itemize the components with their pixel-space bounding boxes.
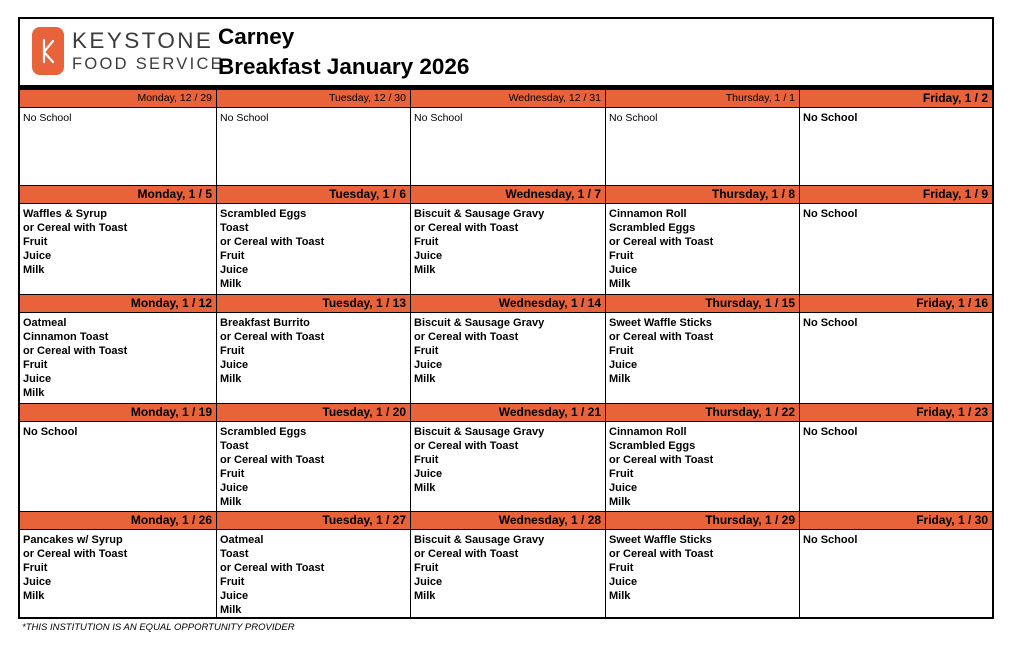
menu-item: Fruit — [23, 236, 48, 248]
menu-item: Toast — [220, 222, 249, 234]
day-cell-monday — [20, 404, 216, 511]
menu-item: Fruit — [609, 250, 634, 262]
day-menu — [411, 204, 605, 277]
menu-item: Fruit — [23, 359, 48, 371]
week-row — [20, 185, 992, 294]
menu-calendar — [20, 90, 992, 617]
keystone-logo-icon — [32, 27, 64, 75]
menu-item: Milk — [609, 590, 631, 602]
day-header: Wednesday, 12 / 31 — [411, 90, 605, 108]
day-menu — [20, 108, 216, 125]
menu-item: Juice — [220, 590, 249, 602]
menu-sheet — [18, 17, 994, 619]
day-header: Tuesday, 1 / 20 — [217, 404, 410, 422]
menu-item: Milk — [220, 604, 242, 616]
menu-item: Fruit — [220, 345, 245, 357]
menu-item: Milk — [609, 373, 631, 385]
menu-item: Sweet Waffle Sticks — [609, 534, 712, 546]
day-menu — [800, 422, 992, 439]
day-cell-friday — [799, 295, 992, 403]
footer-note: *THIS INSTITUTION IS AN EQUAL OPPORTUNITY PROVIDER — [22, 622, 295, 633]
day-menu — [20, 530, 216, 603]
day-menu — [411, 530, 605, 603]
menu-item: Juice — [609, 359, 638, 371]
day-cell-friday — [799, 404, 992, 511]
menu-item: No School — [803, 208, 858, 220]
day-header: Thursday, 1 / 8 — [606, 186, 799, 204]
menu-item: Biscuit & Sausage Gravy — [414, 534, 545, 546]
menu-item: Scrambled Eggs — [220, 208, 307, 220]
menu-item: or Cereal with Toast — [414, 222, 519, 234]
menu-item: Fruit — [609, 345, 634, 357]
day-menu — [217, 422, 410, 509]
menu-item: Milk — [414, 373, 436, 385]
menu-item: No School — [414, 112, 463, 124]
menu-item: Milk — [23, 264, 45, 276]
day-header: Thursday, 1 / 15 — [606, 295, 799, 313]
menu-item: Cinnamon Roll — [609, 426, 687, 438]
day-cell-monday — [20, 90, 216, 185]
day-menu — [217, 204, 410, 291]
day-menu — [20, 204, 216, 277]
school-name: Carney — [218, 24, 295, 49]
day-header: Monday, 1 / 19 — [20, 404, 216, 422]
day-cell-wednesday — [410, 295, 605, 403]
menu-item: Milk — [414, 590, 436, 602]
menu-item: Fruit — [414, 345, 439, 357]
day-cell-tuesday — [216, 404, 410, 511]
day-cell-wednesday — [410, 90, 605, 185]
day-header: Friday, 1 / 23 — [800, 404, 992, 422]
menu-item: Fruit — [220, 250, 245, 262]
day-cell-thursday — [605, 295, 799, 403]
day-cell-wednesday — [410, 404, 605, 511]
menu-item: Breakfast Burrito — [220, 317, 310, 329]
menu-item: Juice — [609, 264, 638, 276]
day-menu — [606, 204, 799, 291]
menu-item: or Cereal with Toast — [23, 222, 128, 234]
day-header: Tuesday, 1 / 6 — [217, 186, 410, 204]
menu-item: Juice — [23, 373, 52, 385]
menu-item: Cinnamon Roll — [609, 208, 687, 220]
menu-item: Juice — [609, 482, 638, 494]
menu-item: or Cereal with Toast — [414, 331, 519, 343]
day-cell-thursday — [605, 404, 799, 511]
menu-item: or Cereal with Toast — [609, 454, 714, 466]
menu-item: Milk — [23, 387, 45, 399]
menu-item: Juice — [414, 576, 443, 588]
menu-item: Scrambled Eggs — [609, 222, 696, 234]
menu-item: Fruit — [414, 454, 439, 466]
menu-item: No School — [23, 426, 78, 438]
day-cell-tuesday — [216, 512, 410, 617]
menu-item: Fruit — [414, 562, 439, 574]
day-menu — [800, 530, 992, 547]
menu-item: Milk — [220, 496, 242, 508]
day-menu — [411, 313, 605, 386]
menu-item: Juice — [23, 250, 52, 262]
menu-item: Toast — [220, 548, 249, 560]
menu-item: or Cereal with Toast — [23, 548, 128, 560]
day-header: Wednesday, 1 / 14 — [411, 295, 605, 313]
menu-item: or Cereal with Toast — [414, 440, 519, 452]
menu-item: Milk — [220, 373, 242, 385]
week-row — [20, 511, 992, 617]
day-menu — [411, 108, 605, 125]
day-menu — [606, 313, 799, 386]
menu-item: Juice — [23, 576, 52, 588]
day-header: Thursday, 1 / 29 — [606, 512, 799, 530]
day-header: Wednesday, 1 / 7 — [411, 186, 605, 204]
menu-item: No School — [220, 112, 269, 124]
menu-title: Breakfast January 2026 — [218, 54, 470, 79]
day-menu — [217, 530, 410, 617]
menu-item: Milk — [414, 482, 436, 494]
menu-item: or Cereal with Toast — [414, 548, 519, 560]
menu-item: Milk — [609, 278, 631, 290]
day-cell-tuesday — [216, 186, 410, 294]
menu-item: Fruit — [609, 562, 634, 574]
week-row — [20, 403, 992, 511]
week-row — [20, 294, 992, 403]
brand-name: KEYSTONE — [72, 28, 214, 53]
menu-item: Pancakes w/ Syrup — [23, 534, 123, 546]
day-cell-friday — [799, 512, 992, 617]
day-cell-wednesday — [410, 186, 605, 294]
menu-item: or Cereal with Toast — [220, 454, 325, 466]
menu-item: Waffles & Syrup — [23, 208, 107, 220]
day-cell-thursday — [605, 186, 799, 294]
day-header: Monday, 1 / 12 — [20, 295, 216, 313]
menu-item: or Cereal with Toast — [220, 562, 325, 574]
menu-item: Oatmeal — [220, 534, 264, 546]
menu-item: No School — [609, 112, 658, 124]
menu-item: or Cereal with Toast — [609, 548, 714, 560]
day-cell-monday — [20, 512, 216, 617]
menu-item: No School — [803, 534, 858, 546]
menu-item: Fruit — [609, 468, 634, 480]
day-menu — [606, 422, 799, 509]
menu-item: Juice — [220, 482, 249, 494]
day-cell-wednesday — [410, 512, 605, 617]
menu-item: Milk — [220, 278, 242, 290]
day-menu — [606, 530, 799, 603]
day-cell-thursday — [605, 512, 799, 617]
menu-item: Biscuit & Sausage Gravy — [414, 426, 545, 438]
menu-item: No School — [803, 112, 858, 124]
menu-item: Juice — [220, 264, 249, 276]
day-menu — [411, 422, 605, 495]
day-cell-monday — [20, 295, 216, 403]
menu-item: No School — [803, 317, 858, 329]
menu-item: Milk — [609, 496, 631, 508]
day-header: Tuesday, 1 / 27 — [217, 512, 410, 530]
day-header: Wednesday, 1 / 21 — [411, 404, 605, 422]
day-menu — [800, 204, 992, 221]
brand-subtitle: FOOD SERVICE — [72, 55, 224, 73]
day-header: Tuesday, 12 / 30 — [217, 90, 410, 108]
menu-item: Biscuit & Sausage Gravy — [414, 208, 545, 220]
menu-item: Scrambled Eggs — [609, 440, 696, 452]
day-header: Monday, 1 / 5 — [20, 186, 216, 204]
day-menu — [217, 108, 410, 125]
menu-header — [20, 19, 992, 90]
menu-item: or Cereal with Toast — [609, 236, 714, 248]
day-header: Thursday, 1 / 1 — [606, 90, 799, 108]
menu-item: Cinnamon Toast — [23, 331, 109, 343]
day-cell-friday — [799, 186, 992, 294]
day-header: Friday, 1 / 2 — [800, 90, 992, 108]
menu-item: Fruit — [220, 576, 245, 588]
menu-item: No School — [803, 426, 858, 438]
menu-item: Scrambled Eggs — [220, 426, 307, 438]
day-cell-thursday — [605, 90, 799, 185]
menu-item: Oatmeal — [23, 317, 67, 329]
day-header: Monday, 12 / 29 — [20, 90, 216, 108]
menu-item: or Cereal with Toast — [609, 331, 714, 343]
menu-item: Sweet Waffle Sticks — [609, 317, 712, 329]
menu-item: No School — [23, 112, 72, 124]
day-menu — [800, 313, 992, 330]
menu-item: Biscuit & Sausage Gravy — [414, 317, 545, 329]
day-header: Friday, 1 / 16 — [800, 295, 992, 313]
day-menu — [800, 108, 992, 125]
day-cell-tuesday — [216, 90, 410, 185]
menu-item: Juice — [414, 250, 443, 262]
day-header: Thursday, 1 / 22 — [606, 404, 799, 422]
day-cell-tuesday — [216, 295, 410, 403]
menu-item: or Cereal with Toast — [23, 345, 128, 357]
menu-item: Juice — [414, 468, 443, 480]
menu-item: Juice — [220, 359, 249, 371]
day-cell-friday — [799, 90, 992, 185]
day-header: Friday, 1 / 30 — [800, 512, 992, 530]
menu-item: Toast — [220, 440, 249, 452]
day-header: Monday, 1 / 26 — [20, 512, 216, 530]
week-row — [20, 90, 992, 185]
menu-item: Fruit — [23, 562, 48, 574]
day-header: Tuesday, 1 / 13 — [217, 295, 410, 313]
menu-item: or Cereal with Toast — [220, 331, 325, 343]
menu-item: Juice — [609, 576, 638, 588]
day-menu — [606, 108, 799, 125]
menu-item: Juice — [414, 359, 443, 371]
menu-item: Fruit — [414, 236, 439, 248]
menu-item: or Cereal with Toast — [220, 236, 325, 248]
day-menu — [20, 422, 216, 439]
day-header: Friday, 1 / 9 — [800, 186, 992, 204]
menu-item: Fruit — [220, 468, 245, 480]
day-menu — [217, 313, 410, 386]
menu-item: Milk — [23, 590, 45, 602]
day-menu — [20, 313, 216, 400]
day-header: Wednesday, 1 / 28 — [411, 512, 605, 530]
day-cell-monday — [20, 186, 216, 294]
menu-item: Milk — [414, 264, 436, 276]
